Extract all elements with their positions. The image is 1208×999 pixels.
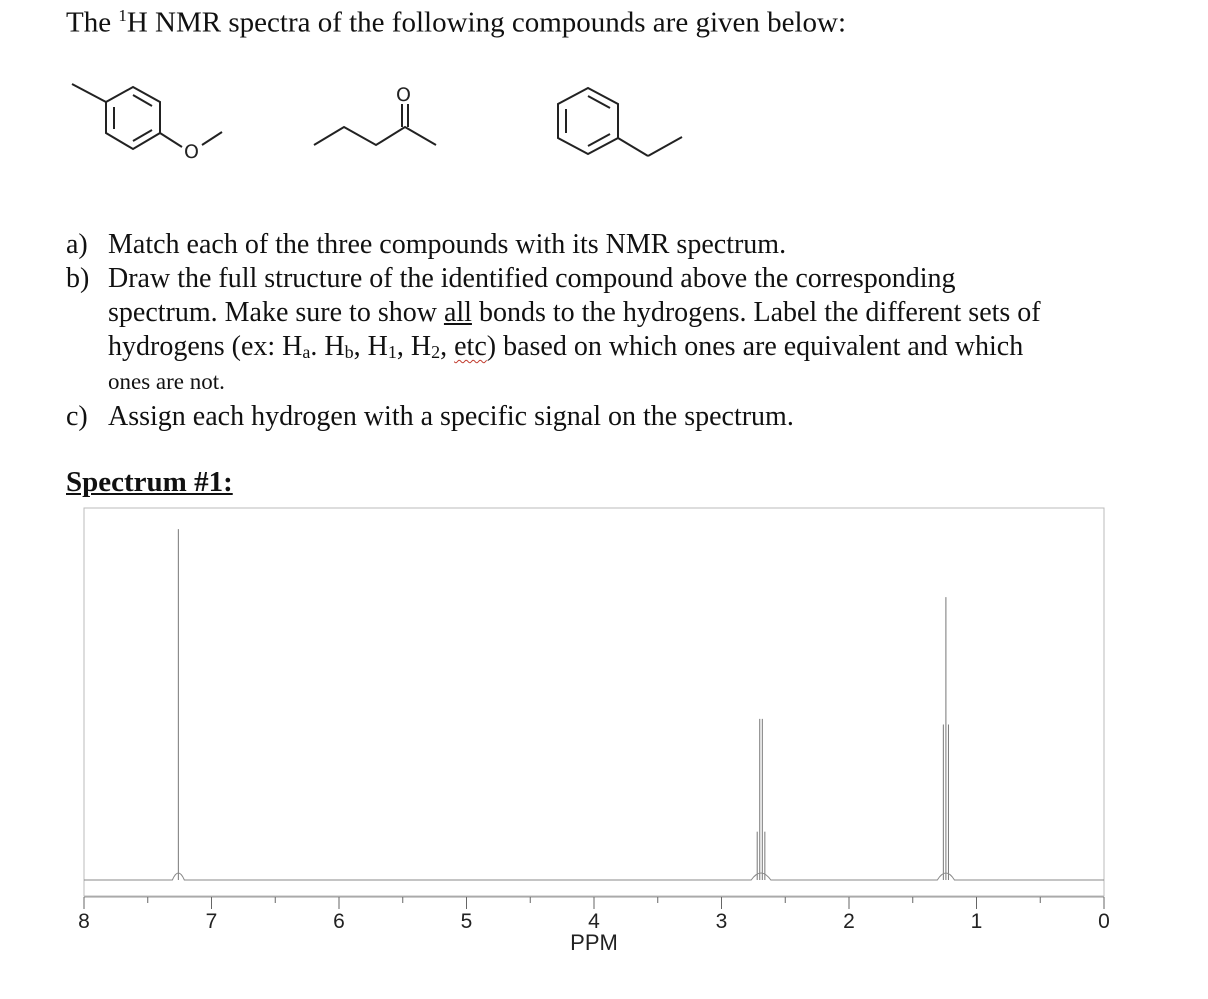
ethylbenzene-structure xyxy=(558,88,682,156)
x-tick-label: 3 xyxy=(715,910,728,933)
question-list xyxy=(66,228,1186,434)
question-a: a) Match each of the three compounds with its NMR spectrum. xyxy=(66,229,787,260)
x-tick-label: 0 xyxy=(1098,910,1110,933)
question-b: b) Draw the full structure of the identified compound above the corresponding spectrum. Make sure to show all bonds to the hydrogens. Label the different sets of hydrogens (ex: $H_a$. $H_b$, $H_1$, $H_2$, etc) based on which ones are equivalent and which ones are not. xyxy=(66,263,1041,394)
x-axis-title: PPM xyxy=(570,930,618,955)
methoxy-methylbenzene-structure xyxy=(72,84,222,163)
compound-structures xyxy=(0,70,1208,190)
x-tick-label: 4 xyxy=(588,910,600,933)
x-tick-label: 5 xyxy=(460,910,473,933)
plot-frame xyxy=(84,508,1104,896)
x-tick-label: 1 xyxy=(970,910,983,933)
spectrum-baseline xyxy=(84,873,1104,880)
nmr-spectrum-chart xyxy=(0,500,1208,970)
question-c: c) Assign each hydrogen with a specific signal on the spectrum. xyxy=(66,401,794,432)
x-tick-label: 6 xyxy=(333,910,345,933)
butanone-structure xyxy=(314,84,436,145)
x-tick-label: 7 xyxy=(205,910,218,933)
x-tick-label: 8 xyxy=(78,910,90,933)
x-tick-label: 2 xyxy=(843,910,855,933)
oxygen-label: O xyxy=(184,141,199,163)
page-title: The $^1$H NMR spectra of the following compounds are given below: xyxy=(66,6,847,39)
carbonyl-oxygen-label: O xyxy=(396,84,411,106)
spectrum-heading: Spectrum #1: xyxy=(66,466,233,498)
